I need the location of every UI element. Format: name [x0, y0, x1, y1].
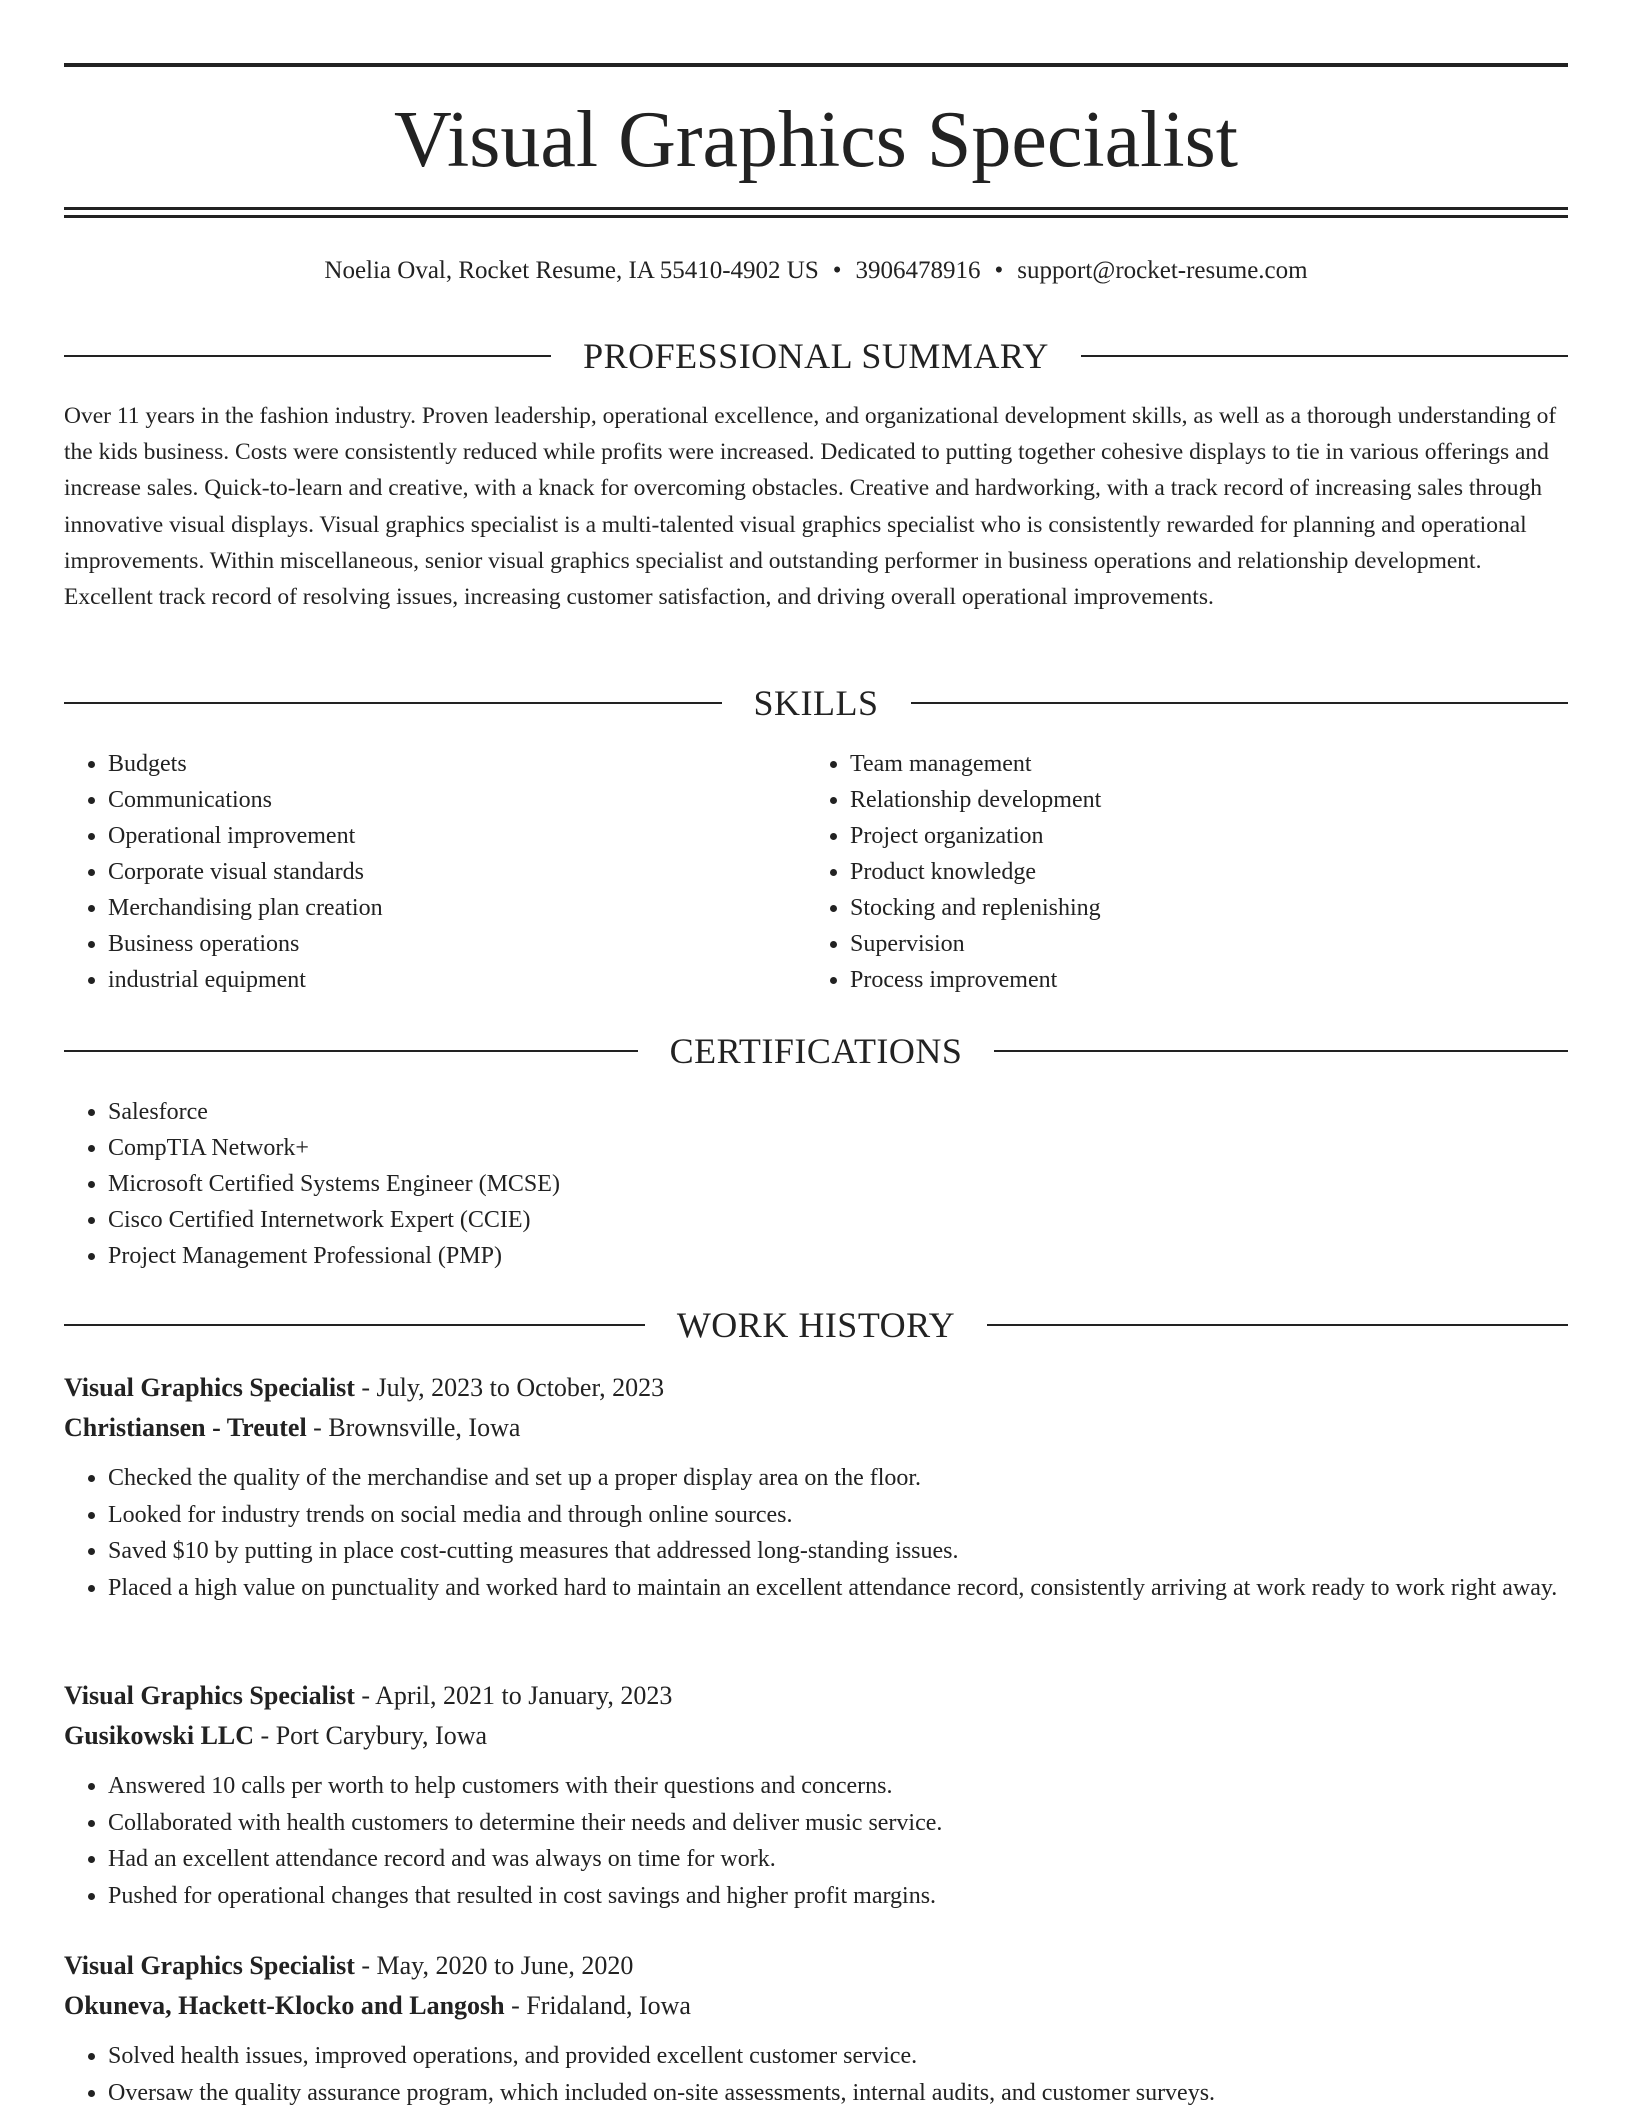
skill-item: • Product knowledge — [850, 854, 1506, 890]
contact-phone: 3906478916 — [855, 257, 981, 284]
heading-rule-right — [1081, 355, 1568, 357]
job-bullet: • Answered 10 calls per worth to help customers with their questions and concerns. — [108, 1768, 1568, 1805]
job-title-line — [64, 1368, 1568, 1408]
heading-rule-right — [911, 702, 1569, 704]
heading-rule-left — [64, 355, 551, 357]
heading-rule-left — [64, 1324, 645, 1326]
certification-item: • Salesforce — [108, 1094, 1568, 1130]
contact-separator: • — [994, 257, 1004, 284]
title-rule-lower — [64, 215, 1568, 218]
job-bullet: • Collaborated with health customers to determine their needs and deliver music service. — [108, 1805, 1568, 1842]
skill-item: • Communications — [108, 782, 764, 818]
heading-rule-left — [64, 702, 722, 704]
certification-item: • Microsoft Certified Systems Engineer (MCSE) — [108, 1166, 1568, 1202]
job-dates: - April, 2021 to January, 2023 — [354, 1681, 673, 1710]
job-location: - Port Carybury, Iowa — [254, 1721, 488, 1750]
top-rule — [64, 63, 1568, 67]
skill-item: • Process improvement — [850, 962, 1506, 998]
job-bullet: • Checked the quality of the merchandise and set up a proper display area on the floor. — [108, 1460, 1568, 1497]
certification-item: • Project Management Professional (PMP) — [108, 1238, 1568, 1274]
skill-item: • Merchandising plan creation — [108, 890, 764, 926]
skills-left-column — [64, 746, 764, 998]
skill-item: • Stocking and replenishing — [850, 890, 1506, 926]
job-bullet: • Looked for industry trends on social media and through online sources. — [108, 1497, 1568, 1534]
skill-item: • Business operations — [108, 926, 764, 962]
job-company: Okuneva, Hackett-Klocko and Langosh — [64, 1991, 505, 2020]
work-history-heading — [64, 1303, 1568, 1347]
job-company-line — [64, 1986, 1568, 2026]
heading-rule-right — [987, 1324, 1568, 1326]
summary-heading-text: PROFESSIONAL SUMMARY — [583, 336, 1049, 376]
work-history-heading-text: WORK HISTORY — [676, 1305, 956, 1345]
heading-rule-left — [64, 1050, 638, 1052]
job-title: Visual Graphics Specialist — [64, 1951, 355, 1980]
skill-item: • Team management — [850, 746, 1506, 782]
summary-heading — [64, 334, 1568, 378]
job-company-line — [64, 1408, 1568, 1448]
job-dates: - July, 2023 to October, 2023 — [354, 1373, 665, 1402]
job-bullet: • Oversaw the quality assurance program, which included on-site assessments, internal audits, and customer surveys. — [108, 2075, 1568, 2112]
job-dates: - May, 2020 to June, 2020 — [354, 1951, 634, 1980]
job-entry — [64, 1368, 1568, 1606]
certification-item: • Cisco Certified Internetwork Expert (CCIE) — [108, 1202, 1568, 1238]
skill-item: • Relationship development — [850, 782, 1506, 818]
heading-rule-right — [994, 1050, 1568, 1052]
job-company: Gusikowski LLC — [64, 1721, 255, 1750]
job-location: - Fridaland, Iowa — [504, 1991, 691, 2020]
job-company: Christiansen - Treutel — [64, 1413, 307, 1442]
job-title-line — [64, 1676, 1568, 1716]
certifications-heading-text: CERTIFICATIONS — [669, 1031, 963, 1071]
skills-heading — [64, 681, 1568, 725]
job-bullet: • Placed a high value on punctuality and worked hard to maintain an excellent attendance record, consistently arriving at work ready to work right away. — [108, 1570, 1568, 1607]
job-bullet: • Solved health issues, improved operations, and provided excellent customer service. — [108, 2038, 1568, 2075]
skills-right-column — [806, 746, 1506, 998]
job-bullet: • Saved $10 by putting in place cost-cutting measures that addressed long-standing issues. — [108, 1533, 1568, 1570]
job-entry — [64, 1676, 1568, 1914]
job-location: - Brownsville, Iowa — [306, 1413, 521, 1442]
skill-item: • Budgets — [108, 746, 764, 782]
certifications-heading — [64, 1029, 1568, 1073]
job-title: Visual Graphics Specialist — [64, 1373, 355, 1402]
job-bullet: • Pushed for operational changes that resulted in cost savings and higher profit margins. — [108, 1878, 1568, 1915]
summary-text: Over 11 years in the fashion industry. Proven leadership, operational excellence, and organizational development skills, as well as a thorough understanding of the kids business. Costs were consistently reduced while profits were increased. Dedicated to putting together cohesive displays to tie in various offerings and increase sales. Quick-to-learn and creative, with a knack for overcoming obstacles. Creative and hardworking, with a track record of increasing sales through innovative visual displays. Visual graphics specialist is a multi-talented visual graphics specialist who is consistently rewarded for planning and operational improvements. Within miscellaneous, senior visual graphics specialist and outstanding performer in business operations and relationship development. Excellent track record of resolving issues, increasing customer satisfaction, and driving overall operational improvements. — [64, 403, 1557, 611]
job-entry — [64, 1946, 1568, 2111]
job-bullet: • Had an excellent attendance record and was always on time for work. — [108, 1841, 1568, 1878]
skill-item: • Supervision — [850, 926, 1506, 962]
job-company-line — [64, 1716, 1568, 1756]
skill-item: • Project organization — [850, 818, 1506, 854]
contact-line — [64, 254, 1568, 288]
skill-item: • Corporate visual standards — [108, 854, 764, 890]
contact-address: Noelia Oval, Rocket Resume, IA 55410-4902 US — [324, 257, 819, 284]
page-title: Visual Graphics Specialist — [394, 96, 1238, 184]
certification-item: • CompTIA Network+ — [108, 1130, 1568, 1166]
skill-item: • Operational improvement — [108, 818, 764, 854]
title-rule-upper — [64, 207, 1568, 210]
skills-heading-text: SKILLS — [753, 683, 879, 723]
certifications-list — [64, 1094, 1568, 1274]
contact-separator: • — [832, 257, 842, 284]
skill-item: • industrial equipment — [108, 962, 764, 998]
job-title: Visual Graphics Specialist — [64, 1681, 355, 1710]
contact-email[interactable]: support@rocket-resume.com — [1017, 257, 1308, 284]
job-title-line — [64, 1946, 1568, 1986]
